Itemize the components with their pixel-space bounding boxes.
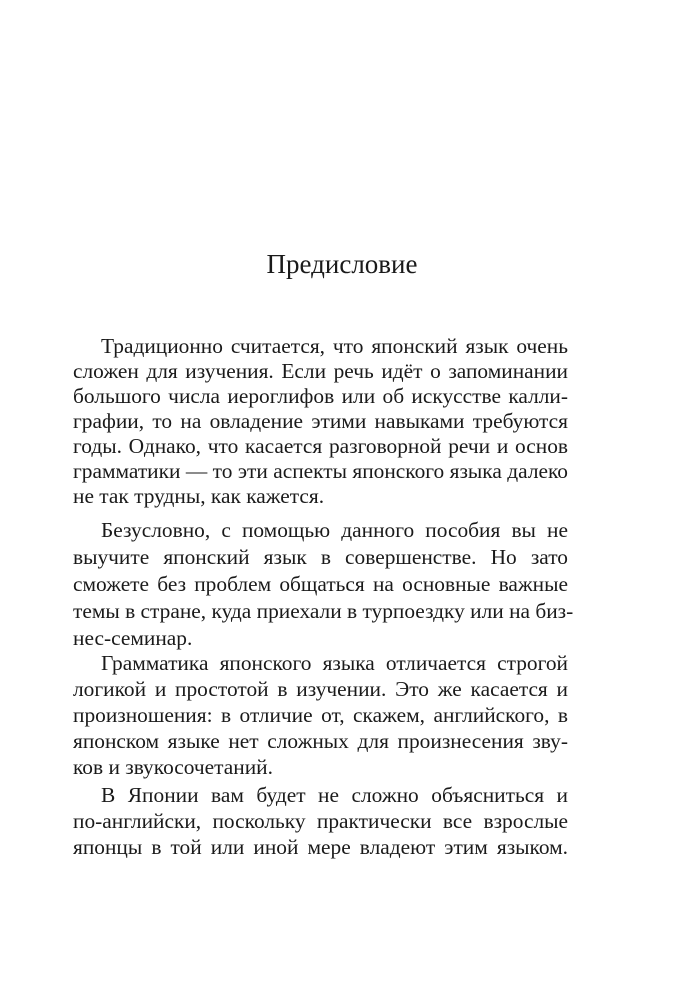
paragraph-3-line-3: произношения: в отличие от, скажем, английского, в	[73, 703, 568, 727]
paragraph-1-line-6: грамматики — то эти аспекты японского языка далеко	[73, 459, 568, 483]
paragraph-1-line-7: не так трудны, как кажется.	[73, 484, 325, 508]
paragraph-1-line-2: сложен для изучения. Если речь идёт о запоминании	[73, 359, 568, 383]
paragraph-4-line-1: В Японии вам будет не сложно объясниться и	[101, 783, 568, 807]
paragraph-2-line-1: Безусловно, с помощью данного пособия вы не	[101, 518, 568, 542]
paragraph-3-line-5: ков и звукосочетаний.	[73, 755, 273, 779]
paragraph-2-line-4: темы в стране, куда приехали в турпоездку или на биз-	[73, 599, 574, 623]
paragraph-1-line-5: годы. Однако, что касается разговорной речи и основ	[73, 434, 568, 458]
paragraph-3-line-4: японском языке нет сложных для произнесения зву-	[73, 729, 568, 753]
paragraph-2-line-3: сможете без проблем общаться на основные важные	[73, 572, 568, 596]
paragraph-2-line-5: нес-семинар.	[73, 626, 193, 650]
page-title: Предисловие	[266, 249, 418, 279]
paragraph-3-line-1: Грамматика японского языка отличается строгой	[101, 651, 568, 675]
paragraph-4-line-2: по-английски, поскольку практически все взрослые	[73, 809, 568, 833]
paragraph-4-line-3: японцы в той или иной мере владеют этим языком.	[73, 835, 568, 859]
paragraph-2-line-2: выучите японский язык в совершенстве. Но зато	[73, 545, 568, 569]
paragraph-1-line-1: Традиционно считается, что японский язык очень	[101, 334, 568, 358]
paragraph-1-line-3: большого числа иероглифов или об искусстве калли-	[73, 384, 568, 408]
paragraph-1-line-4: графии, то на овладение этими навыками требуются	[73, 409, 568, 433]
paragraph-3-line-2: логикой и простотой в изучении. Это же касается и	[73, 677, 568, 701]
